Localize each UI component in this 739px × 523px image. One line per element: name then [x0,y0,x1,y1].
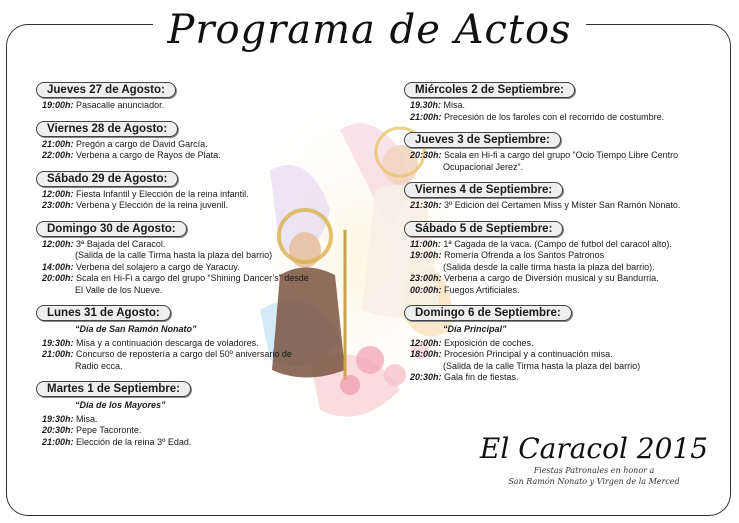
event-list [42,239,356,297]
event-time: 12:00h: [42,188,74,199]
event-line [410,112,714,124]
day-theme: “Día Principal” [443,324,507,334]
event-time: 21:00h: [42,138,74,149]
event-list [42,100,356,112]
day-block [36,379,356,448]
event-line [42,100,356,112]
event-time: 19:30h: [42,337,74,348]
event-time: 18:00h: [410,349,442,359]
day-heading: Jueves 3 de Septiembre: [404,132,561,148]
event-text: Verbena del solajero a cargo de Yaracuy. [73,261,240,272]
day-block [36,80,356,112]
event-text: Precesión de los faroles con el recorrido de costumbre. [441,111,665,122]
event-text: Scala en Hi-Fi a cargo del grupo “Shining Dancer’s” desde [73,273,309,283]
day-block [404,219,714,297]
event-text: Romería Ofrenda a los Santos Patronos [441,250,605,260]
event-line [410,250,714,262]
day-heading: Domingo 6 de Septiembre: [404,305,572,321]
day-block [404,80,714,123]
event-time: 12:00h: [410,337,442,348]
event-continuation: Radio ecca. [75,360,123,371]
day-block [36,303,356,372]
event-continuation: El Valle de los Nueve. [75,284,163,295]
signature-title: El Caracol 2015 [479,432,709,465]
event-line [410,239,714,251]
event-time: 22:00h: [42,150,74,160]
event-text: Fuegos Artificiales. [441,284,520,295]
event-line [42,262,356,274]
event-text: 3ª Bajada del Caracol. [73,238,166,249]
event-text: Pepe Tacoronte. [73,425,142,435]
event-text: Exposición de coches. [441,337,534,348]
event-text: Scala en Hi-fi a cargo del grupo “Ocio Tiempo Libre Centro [441,150,679,160]
event-list [42,139,356,162]
day-heading: Lunes 31 de Agosto: [36,305,171,321]
right-column [404,80,714,391]
page-title: Programa de Actos [153,6,585,54]
event-text: Pregón a cargo de David García. [73,138,208,149]
event-list [42,400,356,448]
day-heading: Viernes 4 de Septiembre: [404,182,563,198]
event-list [42,189,356,212]
day-heading: Jueves 27 de Agosto: [36,82,176,98]
day-block [36,119,356,162]
event-line [42,189,356,201]
event-line [42,338,356,350]
event-continuation: (Salida desde la calle tirma hasta la plaza del barrio). [443,261,655,272]
day-theme: “Día de los Mayores” [75,400,166,410]
signature-block [478,432,710,487]
event-line [410,200,714,212]
event-list [410,200,714,212]
day-block [404,180,714,212]
event-line [42,150,356,162]
event-time: 21:00h: [410,111,442,122]
event-list [42,324,356,372]
event-time: 20:30h: [410,150,442,160]
event-time: 12:00h: [42,238,74,249]
day-theme: “Día de San Ramón Nonato” [75,324,197,334]
event-text: 3º Edición del Certamen Miss y Míster San Ramón Nonato. [441,200,681,210]
day-heading: Domingo 30 de Agosto: [36,221,187,237]
event-time: 23:00h: [42,200,74,210]
event-time: 21:30h: [410,200,442,210]
event-list [410,150,714,173]
event-list [410,100,714,123]
event-time: 20:30h: [42,425,74,435]
event-text: Verbena a cargo de Diversión musical y su Bandurria. [441,273,659,283]
event-line [42,437,356,449]
event-line [410,285,714,297]
event-time: 20:30h: [410,372,442,382]
event-time: 00:00h: [410,284,442,295]
signature-line-2: San Ramón Nonato y Virgen de la Merced [508,477,680,486]
event-time: 14:00h: [42,261,74,272]
day-heading: Sábado 29 de Agosto: [36,171,178,187]
event-time: 23:00h: [410,273,442,283]
title-banner [0,6,739,54]
event-time: 19:00h: [410,250,442,260]
event-line [410,150,714,162]
event-text: 1ª Cagada de la vaca. (Campo de futbol del caracol alto). [440,238,672,249]
day-heading: Viernes 28 de Agosto: [36,121,178,137]
event-continuation: (Salida de la calle Tirma hasta la plaza del barrio) [75,250,273,260]
event-time: 20:00h: [42,273,74,283]
event-text: Gala fin de fiestas. [441,372,519,382]
event-line [410,349,714,361]
day-block [404,303,714,384]
event-continuation: Ocupacional Jerez”. [443,161,524,172]
event-text: Misa. [73,413,98,424]
event-continuation: (Salida de la calle Tirma hasta la plaza del barrio) [443,360,641,371]
event-line [42,200,356,212]
event-line [42,414,356,426]
event-line [410,273,714,285]
event-line [42,425,356,437]
event-text: Concurso de repostería a cargo del 50º aniversario de [73,349,292,359]
day-heading: Sábado 5 de Septiembre: [404,221,563,237]
event-text: Fiesta Infantil y Elección de la reina infantil. [73,188,249,199]
event-time: 19.30h: [410,100,442,110]
event-text: Elección de la reina 3º Edad. [73,436,192,447]
event-line [42,139,356,151]
event-time: 11:00h: [410,238,441,249]
left-column [36,80,356,455]
event-time: 21:00h: [42,436,74,447]
day-block [36,219,356,297]
event-line [410,100,714,112]
signature-line-1: Fiestas Patronales en honor a [533,466,655,475]
event-line [42,349,356,361]
event-text: Procesión Principal y a continuación misa. [441,349,613,359]
event-text: Verbena y Elección de la reina juvenil. [73,200,229,210]
event-time: 19:30h: [42,413,74,424]
event-line [42,239,356,251]
event-list [410,239,714,297]
event-text: Misa y a continuación descarga de voladores. [73,337,259,348]
event-text: Pasacalle anunciador. [73,100,165,110]
day-heading: Martes 1 de Septiembre: [36,381,191,397]
day-block [404,130,714,173]
event-time: 21:00h: [42,349,74,359]
event-text: Misa. [441,100,466,110]
event-line [410,338,714,350]
event-line [42,273,356,285]
day-heading: Miércoles 2 de Septiembre: [404,82,575,98]
event-time: 19:00h: [42,100,74,110]
event-line [410,372,714,384]
event-text: Verbena a cargo de Rayos de Plata. [73,150,221,160]
day-block [36,169,356,212]
event-list [410,324,714,384]
